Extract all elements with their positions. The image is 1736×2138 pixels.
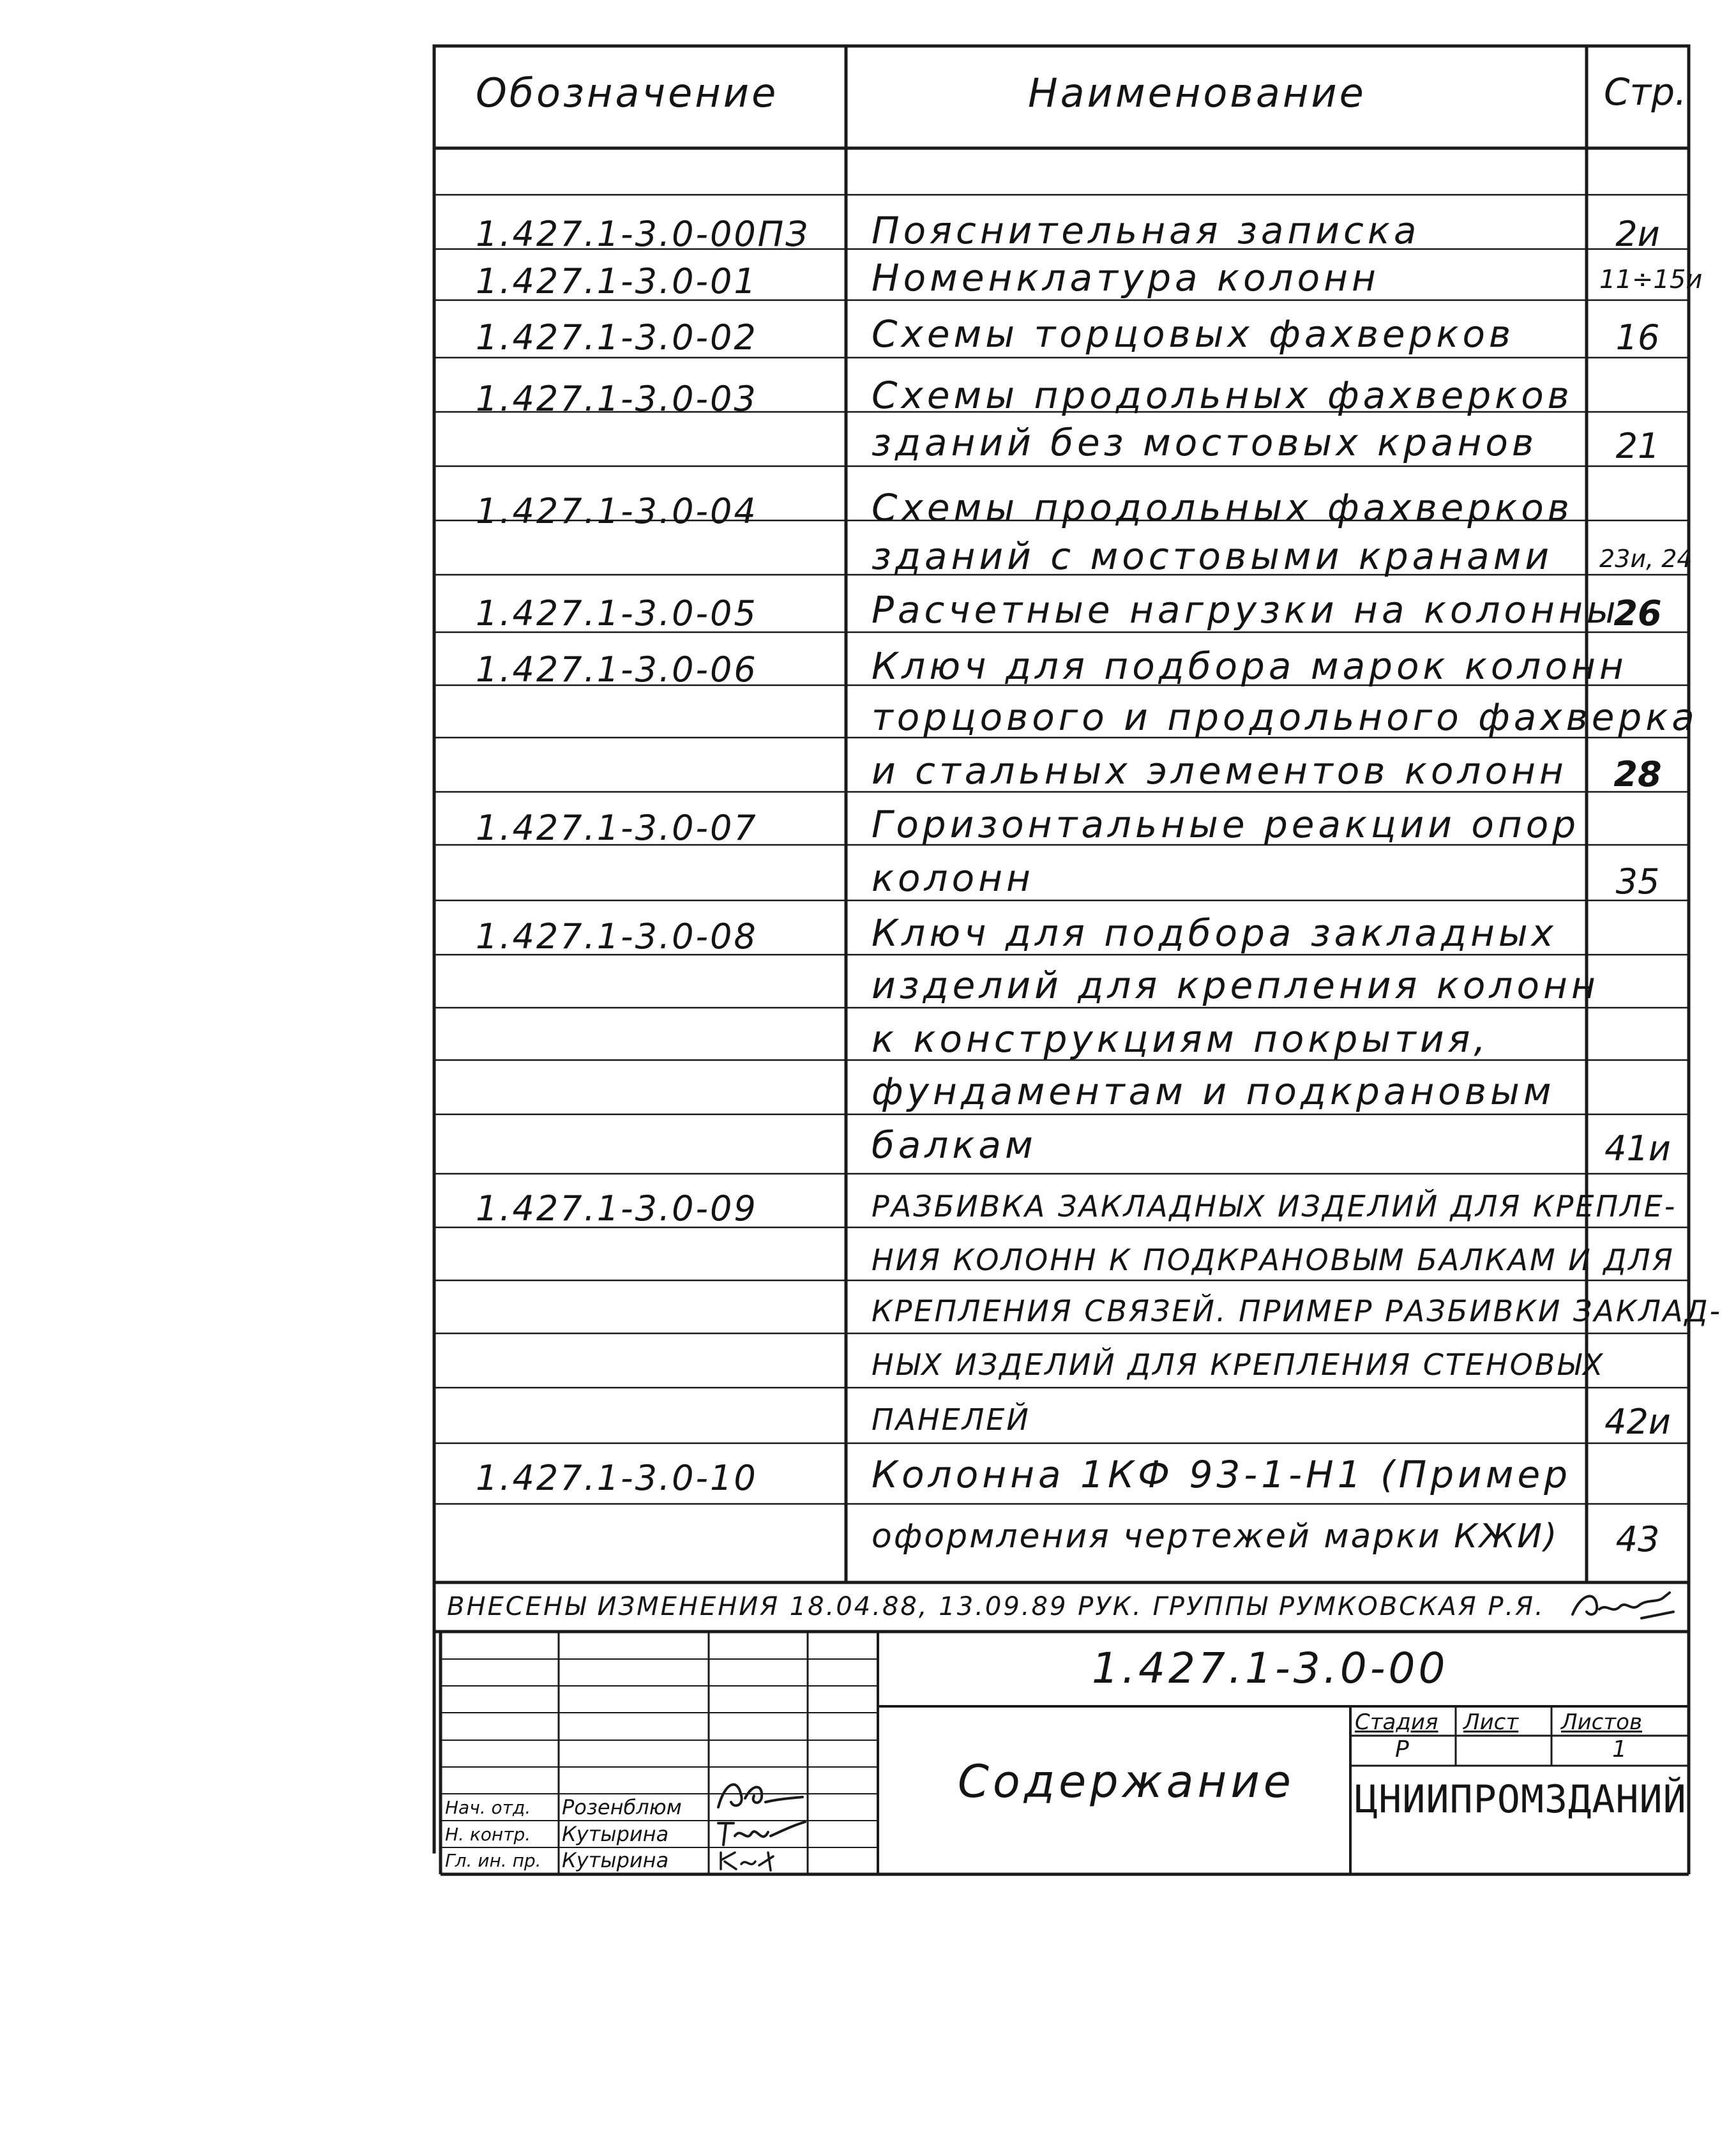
row-page: 41и [1604,1128,1671,1169]
stage-label: Стадия [1355,1710,1438,1735]
row-name: зданий с мостовыми кранами [872,534,1553,578]
row-code: 1.427.1-3.0-05 [476,593,758,633]
row-page: 42и [1604,1402,1671,1442]
sheet-label: Лист [1463,1710,1519,1735]
document-code: 1.427.1-3.0-00 [1092,1644,1449,1693]
header-page: Стр. [1604,70,1687,114]
row-page: 11÷15и [1599,265,1703,294]
row-name: оформления чертежей марки КЖИ) [872,1517,1559,1556]
row-code: 1.427.1-3.0-00ПЗ [476,214,810,254]
row-page: 28 [1613,754,1662,794]
row-name: Номенклатура колонн [872,256,1380,299]
row-name: ПАНЕЛЕЙ [872,1402,1030,1437]
signature-name-norm: Кутырина [562,1822,669,1846]
header-name: Наименование [1028,70,1366,116]
stage-value: Р [1395,1736,1409,1763]
handwritten-signature-3-icon [712,1847,808,1874]
row-name: Колонна 1КФ 93-1-Н1 (Пример [872,1453,1572,1496]
row-name: и стальных элементов колонн [872,749,1567,792]
handwritten-signature-1-icon [712,1770,808,1819]
row-code: 1.427.1-3.0-06 [476,649,758,690]
row-name: РАЗБИВКА ЗАКЛАДНЫХ ИЗДЕЛИЙ ДЛЯ КРЕПЛЕ- [872,1189,1677,1224]
document-title: Содержание [958,1755,1295,1808]
row-page: 43 [1615,1519,1660,1559]
row-name: Горизонтальные реакции опор [872,803,1580,846]
revision-note: ВНЕСЕНЫ ИЗМЕНЕНИЯ 18.04.88, 13.09.89 РУК. ГРУППЫ РУМКОВСКАЯ Р.Я. [447,1592,1545,1621]
signature-name-head: Розенблюм [562,1795,682,1819]
row-page: 2и [1615,214,1660,254]
revision-signature-icon [1567,1586,1679,1628]
signature-role-head: Нач. отд. [445,1797,531,1818]
row-code: 1.427.1-3.0-07 [476,808,758,848]
row-page: 23и, 24 [1599,545,1693,573]
sheets-label: Листов [1561,1710,1643,1735]
organization-name: ЦНИИПРОМЗДАНИЙ [1355,1777,1687,1822]
signature-role-chief: Гл. ин. пр. [445,1850,541,1871]
row-page: 21 [1615,426,1660,466]
signature-role-norm: Н. контр. [445,1824,531,1845]
row-name: колонн [872,856,1034,900]
sheets-value: 1 [1612,1736,1627,1763]
handwritten-signature-2-icon [712,1817,808,1849]
row-code: 1.427.1-3.0-01 [476,261,758,301]
signature-name-chief: Кутырина [562,1848,669,1872]
row-page: 26 [1613,593,1662,633]
row-name: Расчетные нагрузки на колонны [872,588,1620,632]
row-code: 1.427.1-3.0-02 [476,317,758,358]
row-code: 1.427.1-3.0-10 [476,1458,758,1498]
row-code: 1.427.1-3.0-03 [476,379,758,419]
row-name: балкам [872,1123,1037,1167]
row-page: 35 [1615,861,1660,902]
row-name: Пояснительная записка [872,209,1421,252]
row-name: Схемы торцовых фахверков [872,312,1515,356]
row-code: 1.427.1-3.0-08 [476,916,758,957]
row-page: 16 [1615,317,1660,358]
row-name: торцового и продольного фахверка [872,695,1698,739]
row-name: НИЯ КОЛОНН К ПОДКРАНОВЫМ БАЛКАМ И ДЛЯ [872,1243,1675,1277]
row-name: Ключ для подбора закладных [872,911,1558,955]
row-name: изделий для крепления колонн [872,964,1599,1007]
row-code: 1.427.1-3.0-09 [476,1188,758,1229]
row-name: Схемы продольных фахверков [872,374,1573,417]
header-designation: Обозначение [476,70,779,116]
row-name: Ключ для подбора марок колонн [872,644,1627,688]
row-code: 1.427.1-3.0-04 [476,491,758,531]
row-name: зданий без мостовых кранов [872,421,1538,464]
row-name: НЫХ ИЗДЕЛИЙ ДЛЯ КРЕПЛЕНИЯ СТЕНОВЫХ [872,1347,1605,1382]
row-name: к конструкциям покрытия, [872,1017,1490,1061]
row-name: фундаментам и подкрановым [872,1070,1555,1113]
row-name: Схемы продольных фахверков [872,486,1573,529]
row-name: КРЕПЛЕНИЯ СВЯЗЕЙ. ПРИМЕР РАЗБИВКИ ЗАКЛАД- [872,1294,1723,1328]
